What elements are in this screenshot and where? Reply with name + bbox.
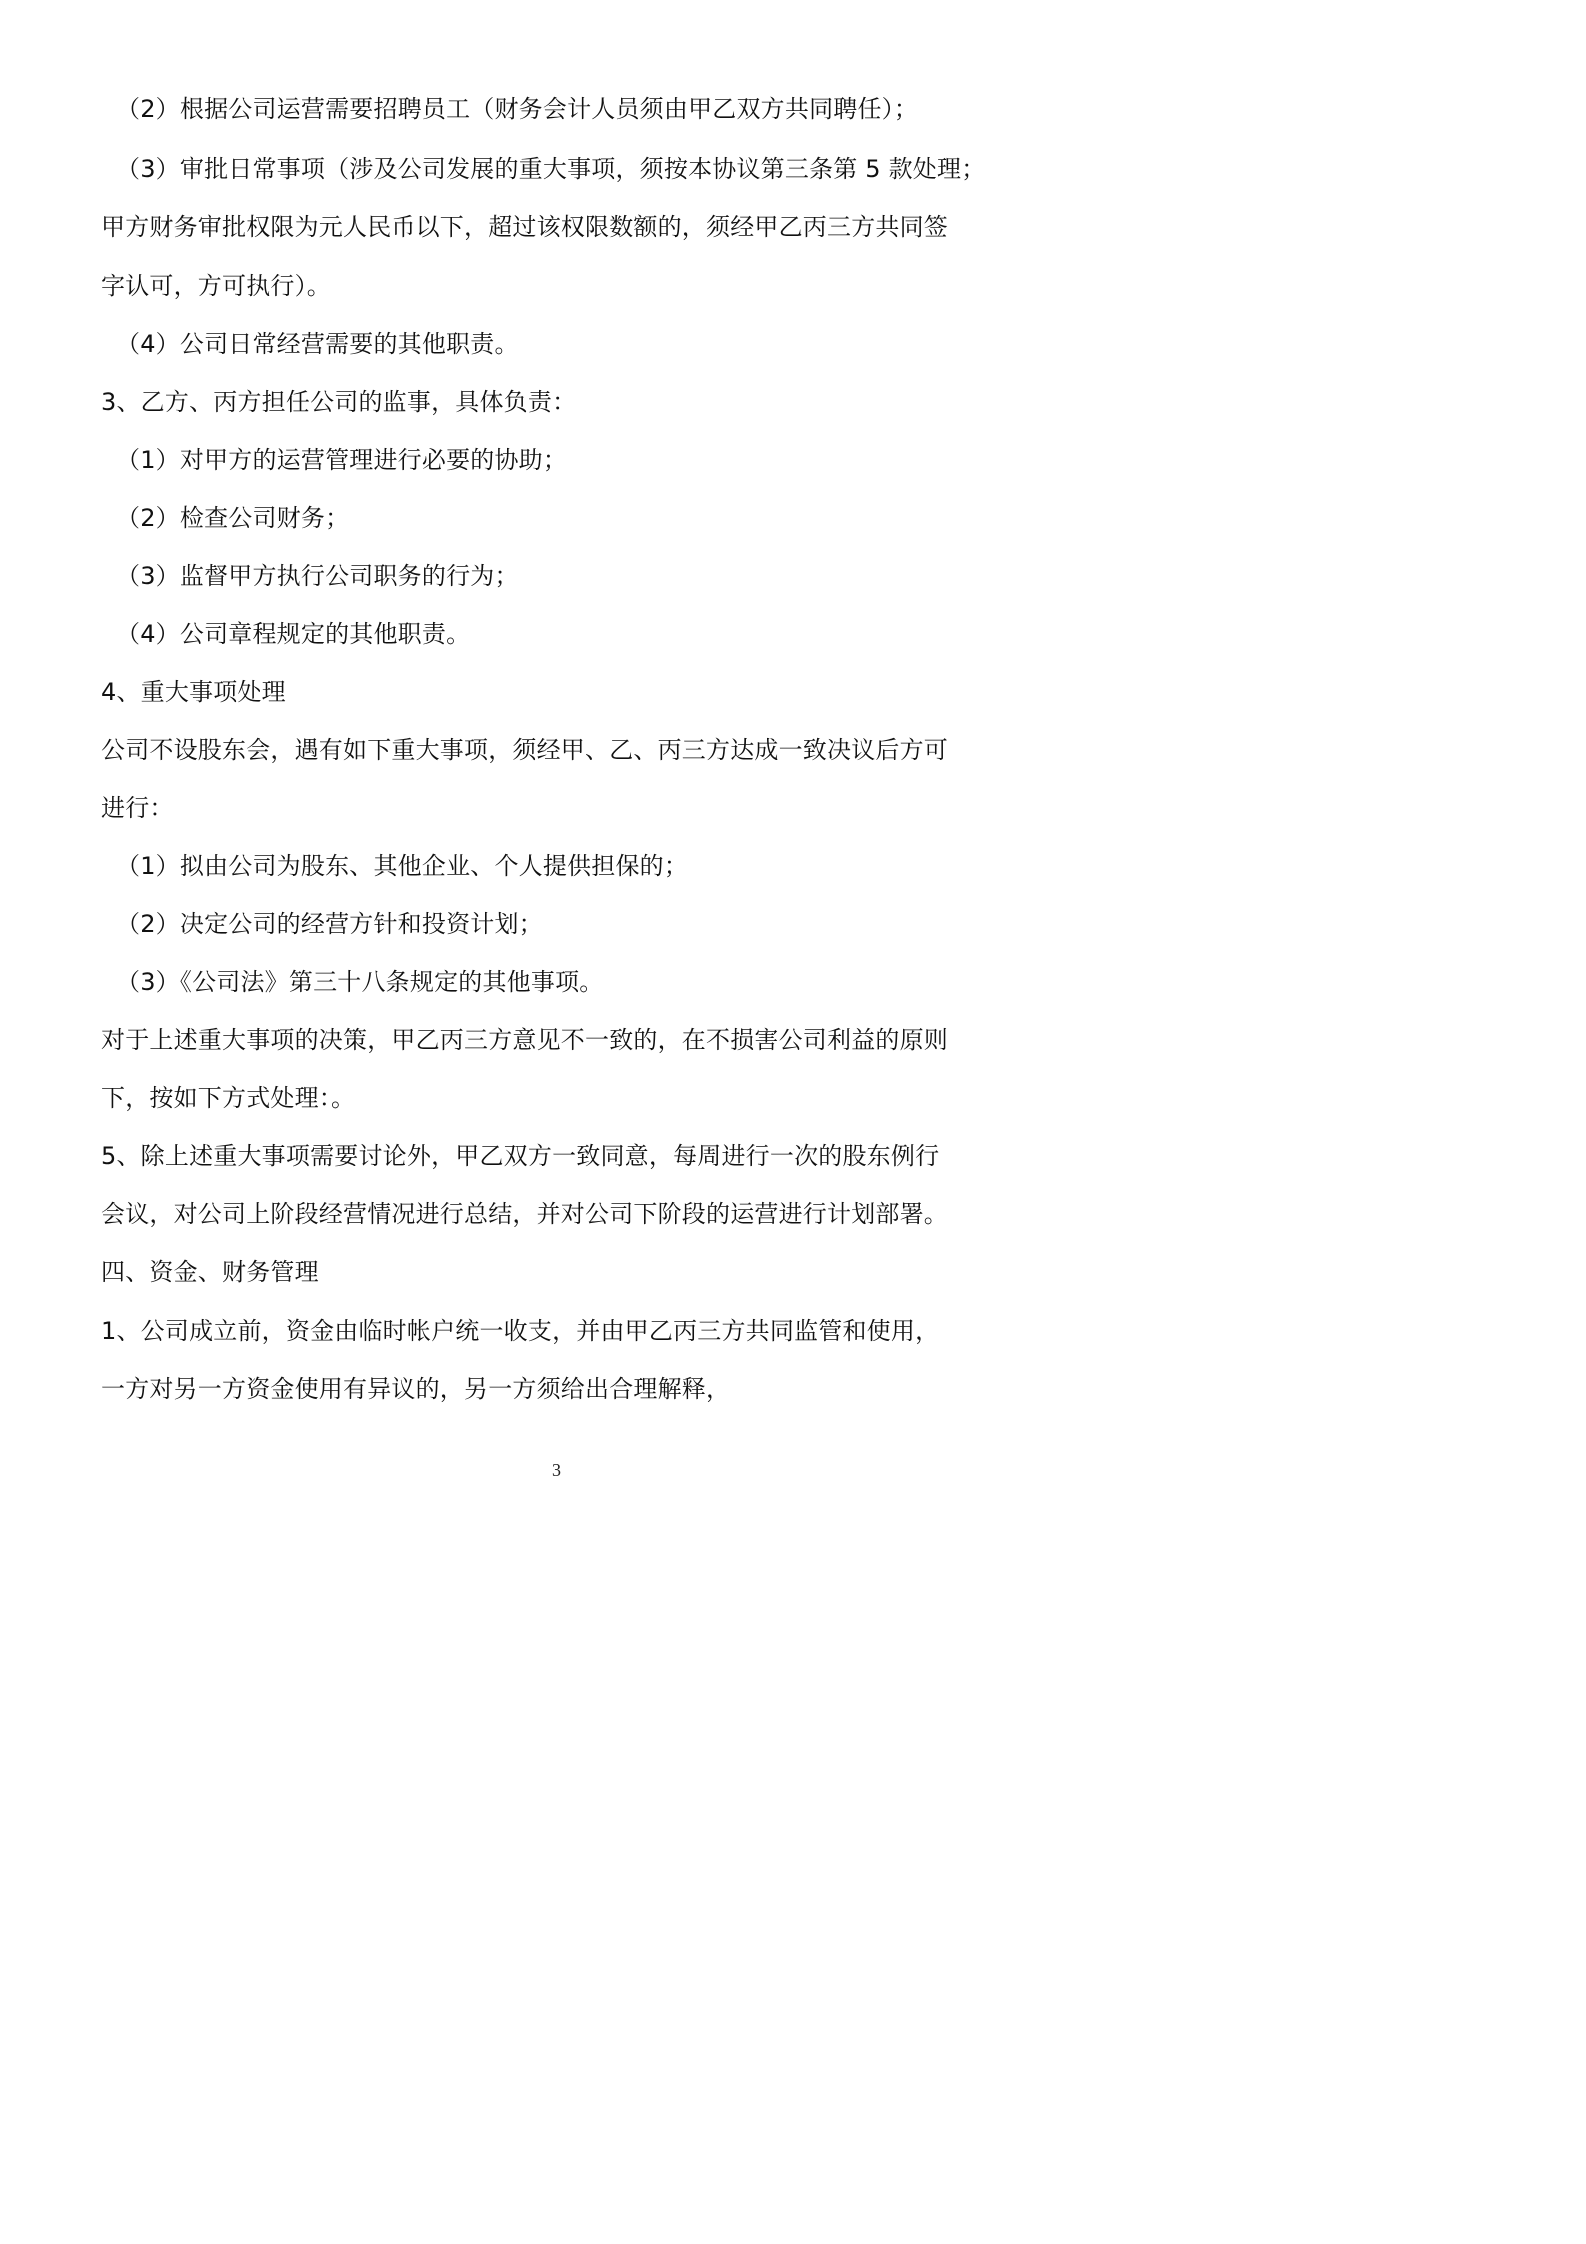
- text-line-16: （3）《公司法》第三十八条规定的其他事项。: [116, 968, 604, 996]
- text-line-14: （1）拟由公司为股东、其他企业、个人提供担保的；: [116, 852, 689, 880]
- text-line-9: （3）监督甲方执行公司职务的行为；: [116, 562, 519, 590]
- text-line-17: 对于上述重大事项的决策，甲乙丙三方意见不一致的，在不损害公司利益的原则: [101, 1026, 948, 1054]
- text-line-1: （2）根据公司运营需要招聘员工（财务会计人员须由甲乙双方共同聘任）；: [116, 95, 919, 123]
- document-page: [0, 0, 1113, 1574]
- text-line-2: （3）审批日常事项（涉及公司发展的重大事项，须按本协议第三条第 5 款处理；: [116, 155, 986, 183]
- section-heading-four: 四、资金、财务管理: [101, 1258, 319, 1286]
- text-line-7: （1）对甲方的运营管理进行必要的协助；: [116, 446, 568, 474]
- text-line-23: 一方对另一方资金使用有异议的，另一方须给出合理解释，: [101, 1375, 731, 1403]
- text-line-18: 下，按如下方式处理：。: [101, 1084, 356, 1112]
- text-line-15: （2）决定公司的经营方针和投资计划；: [116, 910, 543, 938]
- text-line-8: （2）检查公司财务；: [116, 504, 350, 532]
- page-number: 3: [552, 1460, 561, 1480]
- text-line-6: 3、乙方、丙方担任公司的监事，具体负责：: [101, 388, 577, 416]
- text-line-4: 字认可，方可执行）。: [101, 272, 331, 300]
- section-heading-4: 4、重大事项处理: [101, 678, 286, 706]
- text-line-5: （4）公司日常经营需要的其他职责。: [116, 330, 519, 358]
- text-line-22: 1、公司成立前，资金由临时帐户统一收支，并由甲乙丙三方共同监管和使用，: [101, 1317, 940, 1345]
- text-line-12: 公司不设股东会，遇有如下重大事项，须经甲、乙、丙三方达成一致决议后方可: [101, 736, 948, 764]
- text-line-20: 会议，对公司上阶段经营情况进行总结，并对公司下阶段的运营进行计划部署。: [101, 1200, 948, 1228]
- text-line-3: 甲方财务审批权限为元人民币以下，超过该权限数额的，须经甲乙丙三方共同签: [101, 213, 948, 241]
- text-line-13: 进行：: [101, 794, 174, 822]
- text-line-10: （4）公司章程规定的其他职责。: [116, 620, 471, 648]
- text-line-19: 5、除上述重大事项需要讨论外，甲乙双方一致同意，每周进行一次的股东例行: [101, 1142, 940, 1170]
